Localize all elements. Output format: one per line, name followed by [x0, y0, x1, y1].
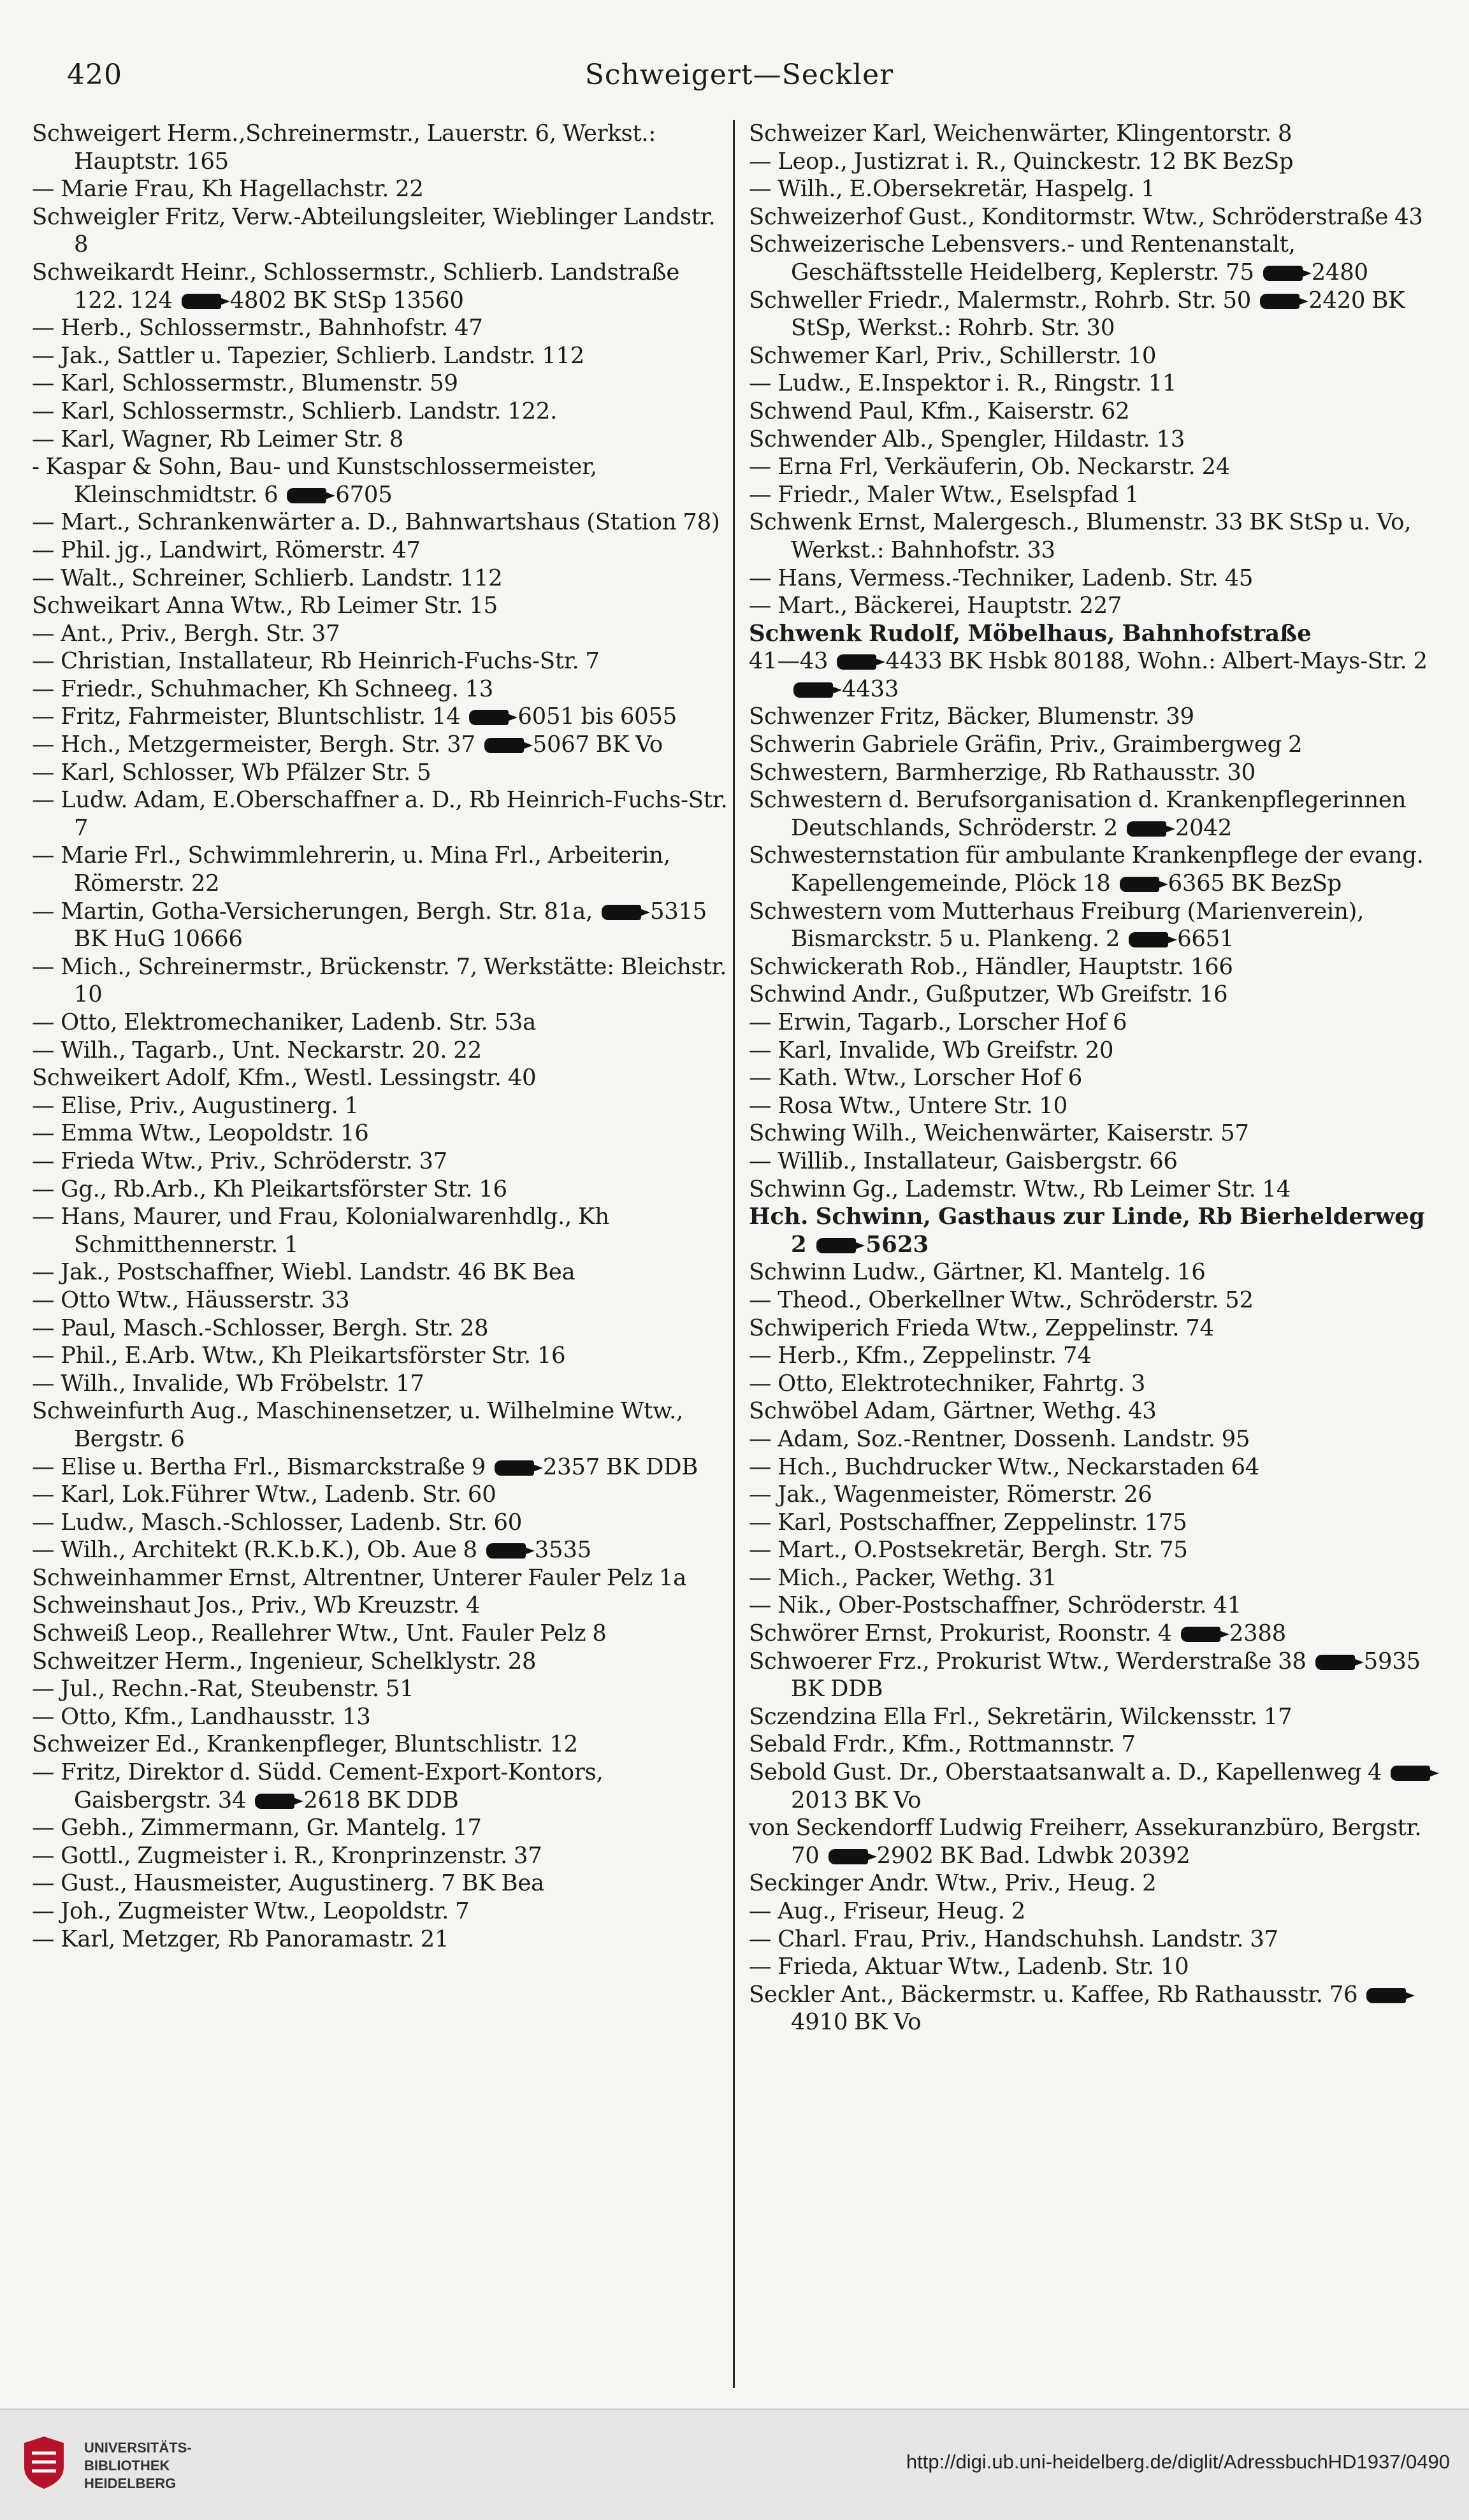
directory-entry: Schwenk Rudolf, Möbelhaus, Bahnhofstraße: [749, 620, 1312, 647]
library-name-line: BIBLIOTHEK: [84, 2458, 170, 2473]
directory-entry: — Gottl., Zugmeister i. R., Kronprinzenstr. 37: [32, 1842, 542, 1869]
telephone-icon: [255, 1794, 294, 1809]
telephone-icon: [486, 1543, 526, 1559]
telephone-icon: [1129, 932, 1168, 947]
directory-entry: — Karl, Metzger, Rb Panoramastr. 21: [32, 1926, 449, 1952]
directory-entry: Schwörer Ernst, Prokurist, Roonstr. 4 2388: [749, 1620, 1286, 1647]
directory-entry: Schweitzer Herm., Ingenieur, Schelklystr. 28: [32, 1648, 537, 1674]
directory-entry: — Jak., Postschaffner, Wiebl. Landstr. 46 BK Bea: [32, 1259, 575, 1286]
directory-entry: Schwinn Ludw., Gärtner, Kl. Mantelg. 16: [749, 1259, 1206, 1286]
directory-entry: — Frieda, Aktuar Wtw., Ladenb. Str. 10: [749, 1954, 1189, 1980]
directory-entry: — Mart., O.Postsekretär, Bergh. Str. 75: [749, 1537, 1188, 1564]
telephone-icon: [469, 710, 509, 725]
directory-entry: — Wilh., Architekt (R.K.b.K.), Ob. Aue 8 3535: [32, 1537, 591, 1564]
directory-entry: — Willib., Installateur, Gaisbergstr. 66: [749, 1148, 1178, 1174]
directory-entry: Schwind Andr., Gußputzer, Wb Greifstr. 16: [749, 981, 1228, 1008]
telephone-icon: [1263, 266, 1303, 281]
directory-entry: Schwestern vom Mutterhaus Freiburg (Marienverein), Bismarckstr. 5 u. Plankeng. 2 6651: [749, 898, 1364, 953]
running-head: Schweigert—Seckler: [584, 59, 894, 91]
directory-entry: Schweinfurth Aug., Maschinensetzer, u. Wilhelmine Wtw., Bergstr. 6: [32, 1398, 683, 1452]
directory-entry: Schwoerer Frz., Prokurist Wtw., Werderstraße 38 5935 BK DDB: [749, 1648, 1421, 1703]
directory-entry: — Hch., Metzgermeister, Bergh. Str. 37 5067 BK Vo: [32, 731, 663, 758]
directory-entry: — Friedr., Maler Wtw., Eselspfad 1: [749, 481, 1140, 508]
directory-entry: — Friedr., Schuhmacher, Kh Schneeg. 13: [32, 675, 494, 702]
directory-entry: Schweller Friedr., Malermstr., Rohrb. Str. 50 2420 BK StSp, Werkst.: Rohrb. Str. 30: [749, 287, 1405, 342]
telephone-icon: [182, 294, 221, 309]
directory-entry: — Wilh., E.Obersekretär, Haspelg. 1: [749, 176, 1155, 203]
directory-entry: — Jul., Rechn.-Rat, Steubenstr. 51: [32, 1676, 414, 1703]
directory-entry: 41—43 4433 BK Hsbk 80188, Wohn.: Albert-Mays-Str. 2 4433: [749, 648, 1428, 702]
directory-entry: — Frieda Wtw., Priv., Schröderstr. 37: [32, 1148, 447, 1174]
directory-entry: — Martin, Gotha-Versicherungen, Bergh. Str. 81a, 5315 BK HuG 10666: [32, 898, 707, 953]
directory-entry: — Walt., Schreiner, Schlierb. Landstr. 112: [32, 565, 503, 591]
telephone-icon: [495, 1460, 534, 1476]
directory-entry: — Ant., Priv., Bergh. Str. 37: [32, 620, 340, 647]
telephone-icon: [1391, 1766, 1430, 1781]
directory-entry: Schweinhammer Ernst, Altrentner, Unterer Fauler Pelz 1a: [32, 1564, 687, 1591]
directory-entry: — Ludw. Adam, E.Oberschaffner a. D., Rb Heinrich-Fuchs-Str. 7: [32, 787, 728, 841]
directory-entry: Schwemer Karl, Priv., Schillerstr. 10: [749, 342, 1157, 369]
directory-entry: Schweikart Anna Wtw., Rb Leimer Str. 15: [32, 593, 498, 619]
directory-entry: Schwenk Ernst, Malergesch., Blumenstr. 33 BK StSp u. Vo, Werkst.: Bahnhofstr. 33: [749, 509, 1412, 563]
directory-entry: — Joh., Zugmeister Wtw., Leopoldstr. 7: [32, 1898, 470, 1924]
directory-entry: von Seckendorff Ludwig Freiherr, Assekuranzbüro, Bergstr. 70 2902 BK Bad. Ldwbk 20392: [749, 1815, 1422, 1869]
directory-entry: — Emma Wtw., Leopoldstr. 16: [32, 1120, 369, 1147]
directory-entry: — Marie Frl., Schwimmlehrerin, u. Mina Frl., Arbeiterin, Römerstr. 22: [32, 842, 670, 897]
directory-entry: Schweigler Fritz, Verw.-Abteilungsleiter, Wieblinger Landstr. 8: [32, 203, 716, 258]
directory-entry: Schweizer Ed., Krankenpfleger, Bluntschlistr. 12: [32, 1731, 578, 1758]
directory-entry: — Karl, Schlosser, Wb Pfälzer Str. 5: [32, 759, 431, 786]
directory-entry: — Hans, Vermess.-Techniker, Ladenb. Str. 45: [749, 565, 1254, 591]
directory-entry: — Paul, Masch.-Schlosser, Bergh. Str. 28: [32, 1314, 489, 1341]
directory-entry: — Karl, Postschaffner, Zeppelinstr. 175: [749, 1509, 1187, 1536]
directory-entry: — Erna Frl, Verkäuferin, Ob. Neckarstr. 24: [749, 454, 1230, 480]
directory-entry: Schwerin Gabriele Gräfin, Priv., Graimbergweg 2: [749, 731, 1303, 758]
directory-entry: Schwenzer Fritz, Bäcker, Blumenstr. 39: [749, 703, 1194, 730]
directory-entry: Schwestern d. Berufsorganisation d. Krankenpflegerinnen Deutschlands, Schröderstr. 2 2042: [749, 787, 1407, 841]
directory-entry: Schweizerhof Gust., Konditormstr. Wtw., Schröderstraße 43: [749, 203, 1423, 230]
directory-entry: Schweizer Karl, Weichenwärter, Klingentorstr. 8: [749, 120, 1292, 147]
directory-entry: Schwender Alb., Spengler, Hildastr. 13: [749, 426, 1185, 452]
directory-entry: Schweikert Adolf, Kfm., Westl. Lessingstr. 40: [32, 1065, 537, 1091]
telephone-icon: [287, 488, 326, 503]
directory-entry: — Adam, Soz.-Rentner, Dossenh. Landstr. 95: [749, 1425, 1250, 1452]
telephone-icon: [484, 738, 524, 753]
directory-entry: Schwestern, Barmherzige, Rb Rathausstr. 30: [749, 759, 1256, 786]
telephone-icon: [816, 1238, 856, 1253]
directory-entry: — Mich., Schreinermstr., Brückenstr. 7, Werkstätte: Bleichstr. 10: [32, 953, 727, 1008]
directory-entry: — Elise, Priv., Augustinerg. 1: [32, 1092, 359, 1119]
directory-entry: — Ludw., E.Inspektor i. R., Ringstr. 11: [749, 370, 1177, 397]
directory-entry: — Mart., Schrankenwärter a. D., Bahnwartshaus (Station 78): [32, 509, 720, 536]
telephone-icon: [1315, 1655, 1355, 1670]
directory-entry: — Karl, Invalide, Wb Greifstr. 20: [749, 1037, 1114, 1063]
directory-entry: — Phil., E.Arb. Wtw., Kh Pleikartsförster Str. 16: [32, 1343, 566, 1369]
directory-entry: Seckler Ant., Bäckermstr. u. Kaffee, Rb Rathausstr. 76 4910 BK Vo: [749, 1981, 1440, 2036]
directory-entry: — Theod., Oberkellner Wtw., Schröderstr. 52: [749, 1286, 1254, 1313]
directory-entry: — Herb., Schlossermstr., Bahnhofstr. 47: [32, 315, 483, 342]
directory-entry: — Rosa Wtw., Untere Str. 10: [749, 1092, 1067, 1119]
page-header: [67, 59, 1412, 97]
directory-entry: — Otto, Elektromechaniker, Ladenb. Str. 53a: [32, 1009, 537, 1035]
directory-entry: — Gebh., Zimmermann, Gr. Mantelg. 17: [32, 1815, 482, 1841]
directory-entry: — Erwin, Tagarb., Lorscher Hof 6: [749, 1009, 1127, 1035]
directory-entry: Schwinn Gg., Lademstr. Wtw., Rb Leimer Str. 14: [749, 1176, 1291, 1202]
directory-entry: Sebold Gust. Dr., Oberstaatsanwalt a. D., Kapellenweg 4 2013 BK Vo: [749, 1759, 1440, 1814]
telephone-icon: [1366, 1988, 1406, 2003]
telephone-icon: [1120, 877, 1159, 892]
university-seal-icon: [20, 2434, 68, 2491]
directory-columns: [25, 120, 1444, 2388]
telephone-icon: [1127, 821, 1166, 837]
viewer-footer: [0, 2408, 1469, 2520]
telephone-icon: [829, 1849, 868, 1864]
telephone-icon: [837, 654, 876, 670]
directory-entry: — Jak., Sattler u. Tapezier, Schlierb. Landstr. 112: [32, 342, 585, 369]
source-url-link[interactable]: http://digi.ub.uni-heidelberg.de/diglit/AdressbuchHD1937/0490: [906, 2451, 1450, 2473]
directory-entry: — Kath. Wtw., Lorscher Hof 6: [749, 1065, 1083, 1091]
directory-entry: Schweigert Herm.,Schreinermstr., Lauerstr. 6, Werkst.: Hauptstr. 165: [32, 120, 656, 175]
directory-entry: — Karl, Schlossermstr., Blumenstr. 59: [32, 370, 458, 397]
directory-entry: Seckinger Andr. Wtw., Priv., Heug. 2: [749, 1870, 1157, 1897]
directory-entry: — Gust., Hausmeister, Augustinerg. 7 BK Bea: [32, 1870, 544, 1897]
telephone-icon: [793, 682, 833, 698]
directory-entry: — Otto Wtw., Häusserstr. 33: [32, 1286, 350, 1313]
directory-entry: - Kaspar & Sohn, Bau- und Kunstschlossermeister, Kleinschmidtstr. 6 6705: [32, 454, 597, 508]
directory-entry: — Christian, Installateur, Rb Heinrich-Fuchs-Str. 7: [32, 648, 600, 675]
directory-entry: Schweinshaut Jos., Priv., Wb Kreuzstr. 4: [32, 1592, 481, 1619]
directory-entry: Schwiperich Frieda Wtw., Zeppelinstr. 74: [749, 1314, 1214, 1341]
directory-entry: — Jak., Wagenmeister, Römerstr. 26: [749, 1481, 1152, 1508]
telephone-icon: [1260, 294, 1299, 309]
directory-entry: — Elise u. Bertha Frl., Bismarckstraße 9 2357 BK DDB: [32, 1453, 698, 1480]
left-column: [25, 120, 733, 2388]
directory-entry: — Otto, Elektrotechniker, Fahrtg. 3: [749, 1370, 1146, 1397]
directory-entry: Hch. Schwinn, Gasthaus zur Linde, Rb Bierhelderweg 2 5623: [749, 1204, 1425, 1258]
directory-entry: — Karl, Wagner, Rb Leimer Str. 8: [32, 426, 403, 452]
directory-entry: — Mich., Packer, Wethg. 31: [749, 1564, 1057, 1591]
right-column: [733, 120, 1440, 2388]
directory-entry: — Karl, Lok.Führer Wtw., Ladenb. Str. 60: [32, 1481, 496, 1508]
directory-entry: — Fritz, Fahrmeister, Bluntschlistr. 14 6051 bis 6055: [32, 703, 677, 730]
directory-entry: — Wilh., Tagarb., Unt. Neckarstr. 20. 22: [32, 1037, 482, 1063]
directory-entry: — Hch., Buchdrucker Wtw., Neckarstaden 64: [749, 1453, 1260, 1480]
directory-entry: — Gg., Rb.Arb., Kh Pleikartsförster Str. 16: [32, 1176, 507, 1202]
telephone-icon: [602, 905, 641, 920]
directory-entry: — Nik., Ober-Postschaffner, Schröderstr. 41: [749, 1592, 1242, 1619]
directory-entry: — Phil. jg., Landwirt, Römerstr. 47: [32, 536, 421, 563]
directory-entry: Schweiß Leop., Reallehrer Wtw., Unt. Fauler Pelz 8: [32, 1620, 607, 1647]
directory-entry: — Karl, Schlossermstr., Schlierb. Landstr. 122.: [32, 398, 558, 424]
directory-entry: — Mart., Bäckerei, Hauptstr. 227: [749, 593, 1122, 619]
library-name-line: UNIVERSITÄTS-: [84, 2440, 192, 2456]
directory-entry: — Aug., Friseur, Heug. 2: [749, 1898, 1026, 1924]
library-name-line: HEIDELBERG: [84, 2475, 177, 2491]
directory-entry: Schwickerath Rob., Händler, Hauptstr. 166: [749, 953, 1233, 980]
directory-entry: Schwesternstation für ambulante Krankenpflege der evang. Kapellengemeinde, Plöck 18 6365 BK BezSp: [749, 842, 1424, 897]
directory-entry: — Fritz, Direktor d. Südd. Cement-Export-Kontors, Gaisbergstr. 34 2618 BK DDB: [32, 1759, 604, 1813]
directory-entry: Schwöbel Adam, Gärtner, Wethg. 43: [749, 1398, 1157, 1425]
directory-entry: Sczendzina Ella Frl., Sekretärin, Wilckensstr. 17: [749, 1703, 1292, 1730]
library-name: [84, 2439, 192, 2493]
directory-entry: — Ludw., Masch.-Schlosser, Ladenb. Str. 60: [32, 1509, 523, 1536]
directory-entry: — Wilh., Invalide, Wb Fröbelstr. 17: [32, 1370, 424, 1397]
directory-entry: Schweizerische Lebensvers.- und Rentenanstalt, Geschäftsstelle Heidelberg, Keplerstr. 75 2480: [749, 231, 1368, 285]
directory-entry: — Leop., Justizrat i. R., Quinckestr. 12 BK BezSp: [749, 148, 1294, 175]
directory-entry: Sebald Frdr., Kfm., Rottmannstr. 7: [749, 1731, 1136, 1758]
directory-entry: — Charl. Frau, Priv., Handschuhsh. Landstr. 37: [749, 1926, 1278, 1952]
directory-entry: — Marie Frau, Kh Hagellachstr. 22: [32, 176, 424, 203]
telephone-icon: [1181, 1627, 1220, 1642]
directory-entry: Schweikardt Heinr., Schlossermstr., Schlierb. Landstraße 122. 124 4802 BK StSp 13560: [32, 259, 680, 313]
directory-entry: — Herb., Kfm., Zeppelinstr. 74: [749, 1343, 1092, 1369]
page-number: 420: [67, 59, 122, 91]
directory-entry: — Otto, Kfm., Landhausstr. 13: [32, 1703, 371, 1730]
directory-entry: — Hans, Maurer, und Frau, Kolonialwarenhdlg., Kh Schmitthennerstr. 1: [32, 1204, 609, 1258]
directory-entry: Schwend Paul, Kfm., Kaiserstr. 62: [749, 398, 1130, 424]
directory-entry: Schwing Wilh., Weichenwärter, Kaiserstr. 57: [749, 1120, 1249, 1147]
